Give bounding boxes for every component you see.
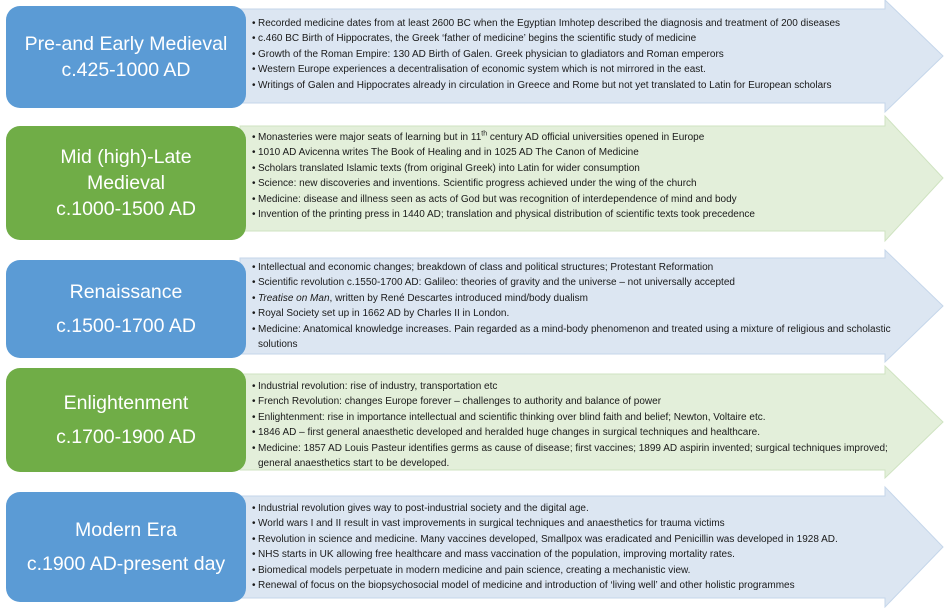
bullet-item: • Enlightenment: rise in importance intellectual and scientific thinking over blind faith and belief; Newton, Voltaire etc.	[252, 410, 898, 425]
period-label	[6, 368, 246, 472]
period-row-pre-early-medieval	[0, 0, 945, 112]
bullet-item: • Revolution in science and medicine. Many vaccines developed, Smallpox was eradicated and Penicillin was developed in 1928 AD.	[252, 532, 838, 547]
period-title: Renaissance	[69, 280, 183, 303]
period-dates: c.1900 AD-present day	[26, 553, 226, 575]
period-title: Modern Era	[75, 518, 177, 541]
bullet-item: • 1846 AD – first general anaesthetic developed and heralded huge changes in surgical techniques and healthcare.	[252, 425, 898, 440]
bullet-list	[252, 501, 838, 593]
bullet-item: • Medicine: disease and illness seen as acts of God but was recognition of interdependence of mind and body	[252, 192, 755, 207]
bullet-item: • Treatise on Man, written by René Descartes introduced mind/body dualism	[252, 291, 898, 306]
bullet-item: • Scholars translated Islamic texts (from original Greek) into Latin for wider consumption	[252, 161, 755, 176]
period-label	[6, 6, 246, 108]
bullet-item: • c.460 BC Birth of Hippocrates, the Greek ‘father of medicine’ begins the scientific study of medicine	[252, 31, 840, 46]
period-title: Pre-and Early Medieval	[24, 32, 228, 55]
bullet-item: • NHS starts in UK allowing free healthcare and mass vaccination of the population, improving mortality rates.	[252, 547, 838, 562]
period-dates: c.1000-1500 AD	[56, 198, 196, 221]
bullet-item: • Growth of the Roman Empire: 130 AD Birth of Galen. Greek physician to gladiators and Roman emperors	[252, 47, 840, 62]
period-title-cont: Medieval	[86, 171, 166, 194]
bullet-list	[252, 16, 840, 93]
bullet-item: • Writings of Galen and Hippocrates already in circulation in Greece and Rome but not yet translated to Latin for European scholars	[252, 78, 840, 93]
period-label	[6, 126, 246, 240]
period-dates: c.1500-1700 AD	[56, 315, 196, 337]
bullet-item: • Renewal of focus on the biopsychosocial model of medicine and introduction of ‘living well’ and other holistic programmes	[252, 578, 838, 593]
bullet-list	[252, 130, 755, 222]
period-dates: c.425-1000 AD	[61, 59, 191, 81]
bullet-item: • 1010 AD Avicenna writes The Book of Healing and in 1025 AD The Canon of Medicine	[252, 145, 755, 160]
period-row-mid-late-medieval	[0, 116, 945, 241]
period-label	[6, 260, 246, 358]
bullet-item: • Industrial revolution: rise of industry, transportation etc	[252, 379, 898, 394]
period-title: Enlightenment	[63, 391, 189, 414]
period-row-modern-era	[0, 487, 945, 608]
period-row-renaissance	[0, 250, 945, 362]
bullet-item: • Monasteries were major seats of learning but in 11th century AD official universities opened in Europe	[252, 130, 755, 145]
bullet-item: • Scientific revolution c.1550-1700 AD: Galileo: theories of gravity and the universe – not universally accepted	[252, 275, 898, 290]
period-row-enlightenment	[0, 366, 945, 478]
bullet-item: • Medicine: 1857 AD Louis Pasteur identifies germs as cause of disease; first vaccines; 1899 AD aspirin invented; surgical techniques improved; general anaesthetics start to be developed.	[252, 441, 898, 472]
bullet-item: • Industrial revolution gives way to post-industrial society and the digital age.	[252, 501, 838, 516]
bullet-item: • French Revolution: changes Europe forever – challenges to authority and balance of power	[252, 394, 898, 409]
period-label	[6, 492, 246, 602]
bullet-item: • Biomedical models perpetuate in modern medicine and pain science, creating a mechanistic view.	[252, 563, 838, 578]
bullet-item: • Invention of the printing press in 1440 AD; translation and physical distribution of scientific texts took precedence	[252, 207, 755, 222]
bullet-item: • Intellectual and economic changes; breakdown of class and political structures; Protestant Reformation	[252, 260, 898, 275]
bullet-list	[252, 379, 898, 471]
bullet-item: • Recorded medicine dates from at least 2600 BC when the Egyptian Imhotep described the diagnosis and treatment of 200 diseases	[252, 16, 840, 31]
period-title: Mid (high)-Late	[60, 145, 192, 168]
bullet-list	[252, 260, 898, 352]
bullet-item: • Royal Society set up in 1662 AD by Charles II in London.	[252, 306, 898, 321]
bullet-item: • Medicine: Anatomical knowledge increases. Pain regarded as a mind-body phenomenon and treated using a mixture of religious and scholastic solutions	[252, 322, 898, 353]
bullet-item: • Science: new discoveries and inventions. Scientific progress achieved under the wing of the church	[252, 176, 755, 191]
period-dates: c.1700-1900 AD	[56, 426, 196, 448]
bullet-item: • World wars I and II result in vast improvements in surgical techniques and anaesthetics for trauma victims	[252, 516, 838, 531]
bullet-item: • Western Europe experiences a decentralisation of economic system which is not mirrored in the east.	[252, 62, 840, 77]
superscript: th	[481, 130, 488, 138]
